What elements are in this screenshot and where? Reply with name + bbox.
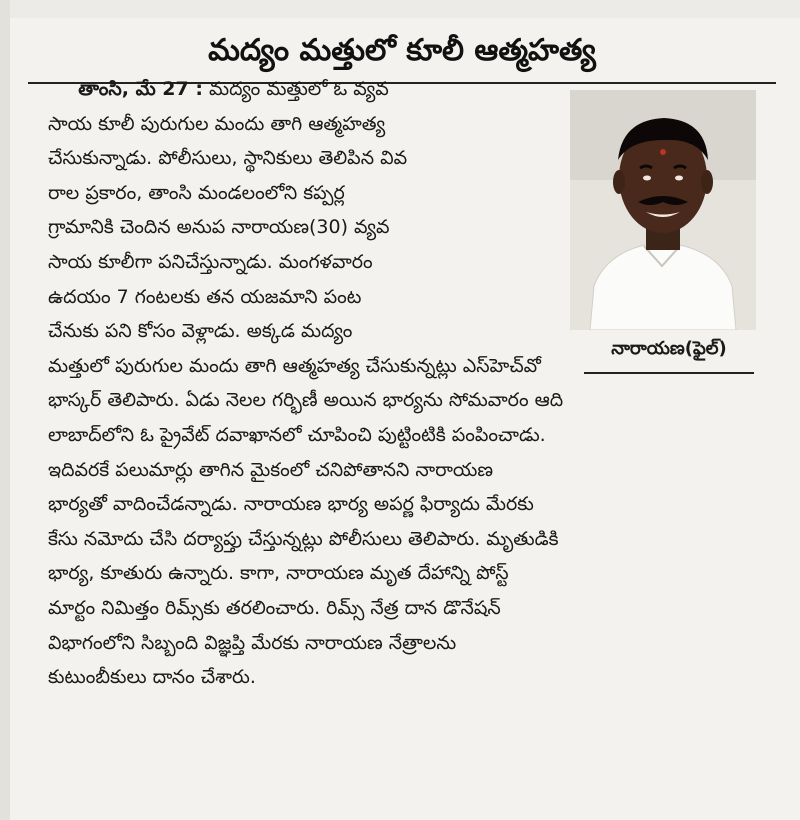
body-line: మత్తులో పురుగుల మందు తాగి ఆత్మహత్య చేసుకున్నట్లు ఎస్‌హెచ్‌వో <box>48 354 541 377</box>
body-line: భార్య, కూతురు ఉన్నారు. కాగా, నారాయణ మృత దేహాన్ని పోస్ట్ <box>48 562 509 585</box>
body-line: సాయ కూలీ పురుగుల మందు తాగి ఆత్మహత్య <box>48 112 386 135</box>
body-line: ఇదివరకే పలుమార్లు తాగిన మైకంలో చనిపోతానని నారాయణ <box>48 458 494 481</box>
body-line: విభాగంలోని సిబ్బంది విజ్ఞప్తి మేరకు నారాయణ నేత్రాలను <box>48 631 457 654</box>
article-body <box>48 72 766 695</box>
body-line: సాయ కూలీగా పనిచేస్తున్నాడు. మంగళవారం <box>48 250 373 273</box>
photo-caption: నారాయణ(ఫైల్) <box>611 338 727 359</box>
body-line: రాల ప్రకారం, తాంసి మండలంలోని కప్పర్ల <box>48 181 345 204</box>
body-line: ఉదయం 7 గంటలకు తన యజమాని పంట <box>48 285 362 308</box>
article-dateline: తాంసి, మే 27 : <box>78 78 203 100</box>
body-line: చేసుకున్నాడు. పోలీసులు, స్థానికులు తెలిపిన వివ <box>48 147 408 170</box>
body-line: తాంసి, మే 27 : మద్యం మత్తులో ఓ వ్యవ <box>78 78 389 100</box>
body-line: భాస్కర్ తెలిపారు. ఏడు నెలల గర్భిణీ అయిన భార్యను సోమవారం ఆది <box>48 389 564 412</box>
page-top-strip <box>0 0 800 18</box>
body-line: మార్టం నిమిత్తం రిమ్స్‌కు తరలించారు. రిమ్స్ నేత్ర దాన డొనేషన్ <box>48 596 501 619</box>
body-line: గ్రామానికి చెందిన అనుప నారాయణ(30) వ్యవ <box>48 216 390 239</box>
article-headline: మద్యం మత్తులో కూలీ ఆత్మహత్య <box>208 33 596 68</box>
body-line: కేసు నమోదు చేసి దర్యాప్తు చేస్తున్నట్లు పోలీసులు తెలిపారు. మృతుడికి <box>48 527 559 550</box>
body-line: లాబాద్‌లోని ఓ ప్రైవేట్ దవాఖానలో చూపించి పుట్టింటికి పంపించాడు. <box>48 423 546 446</box>
body-line: కుటుంబీకులు దానం చేశారు. <box>48 666 256 689</box>
body-line: భార్యతో వాదించేడన్నాడు. నారాయణ భార్య అపర్ణ ఫిర్యాదు మేరకు <box>48 493 534 516</box>
left-gutter <box>0 0 10 820</box>
body-line: చేనుకు పని కోసం వెళ్లాడు. అక్కడ మద్యం <box>48 320 353 343</box>
